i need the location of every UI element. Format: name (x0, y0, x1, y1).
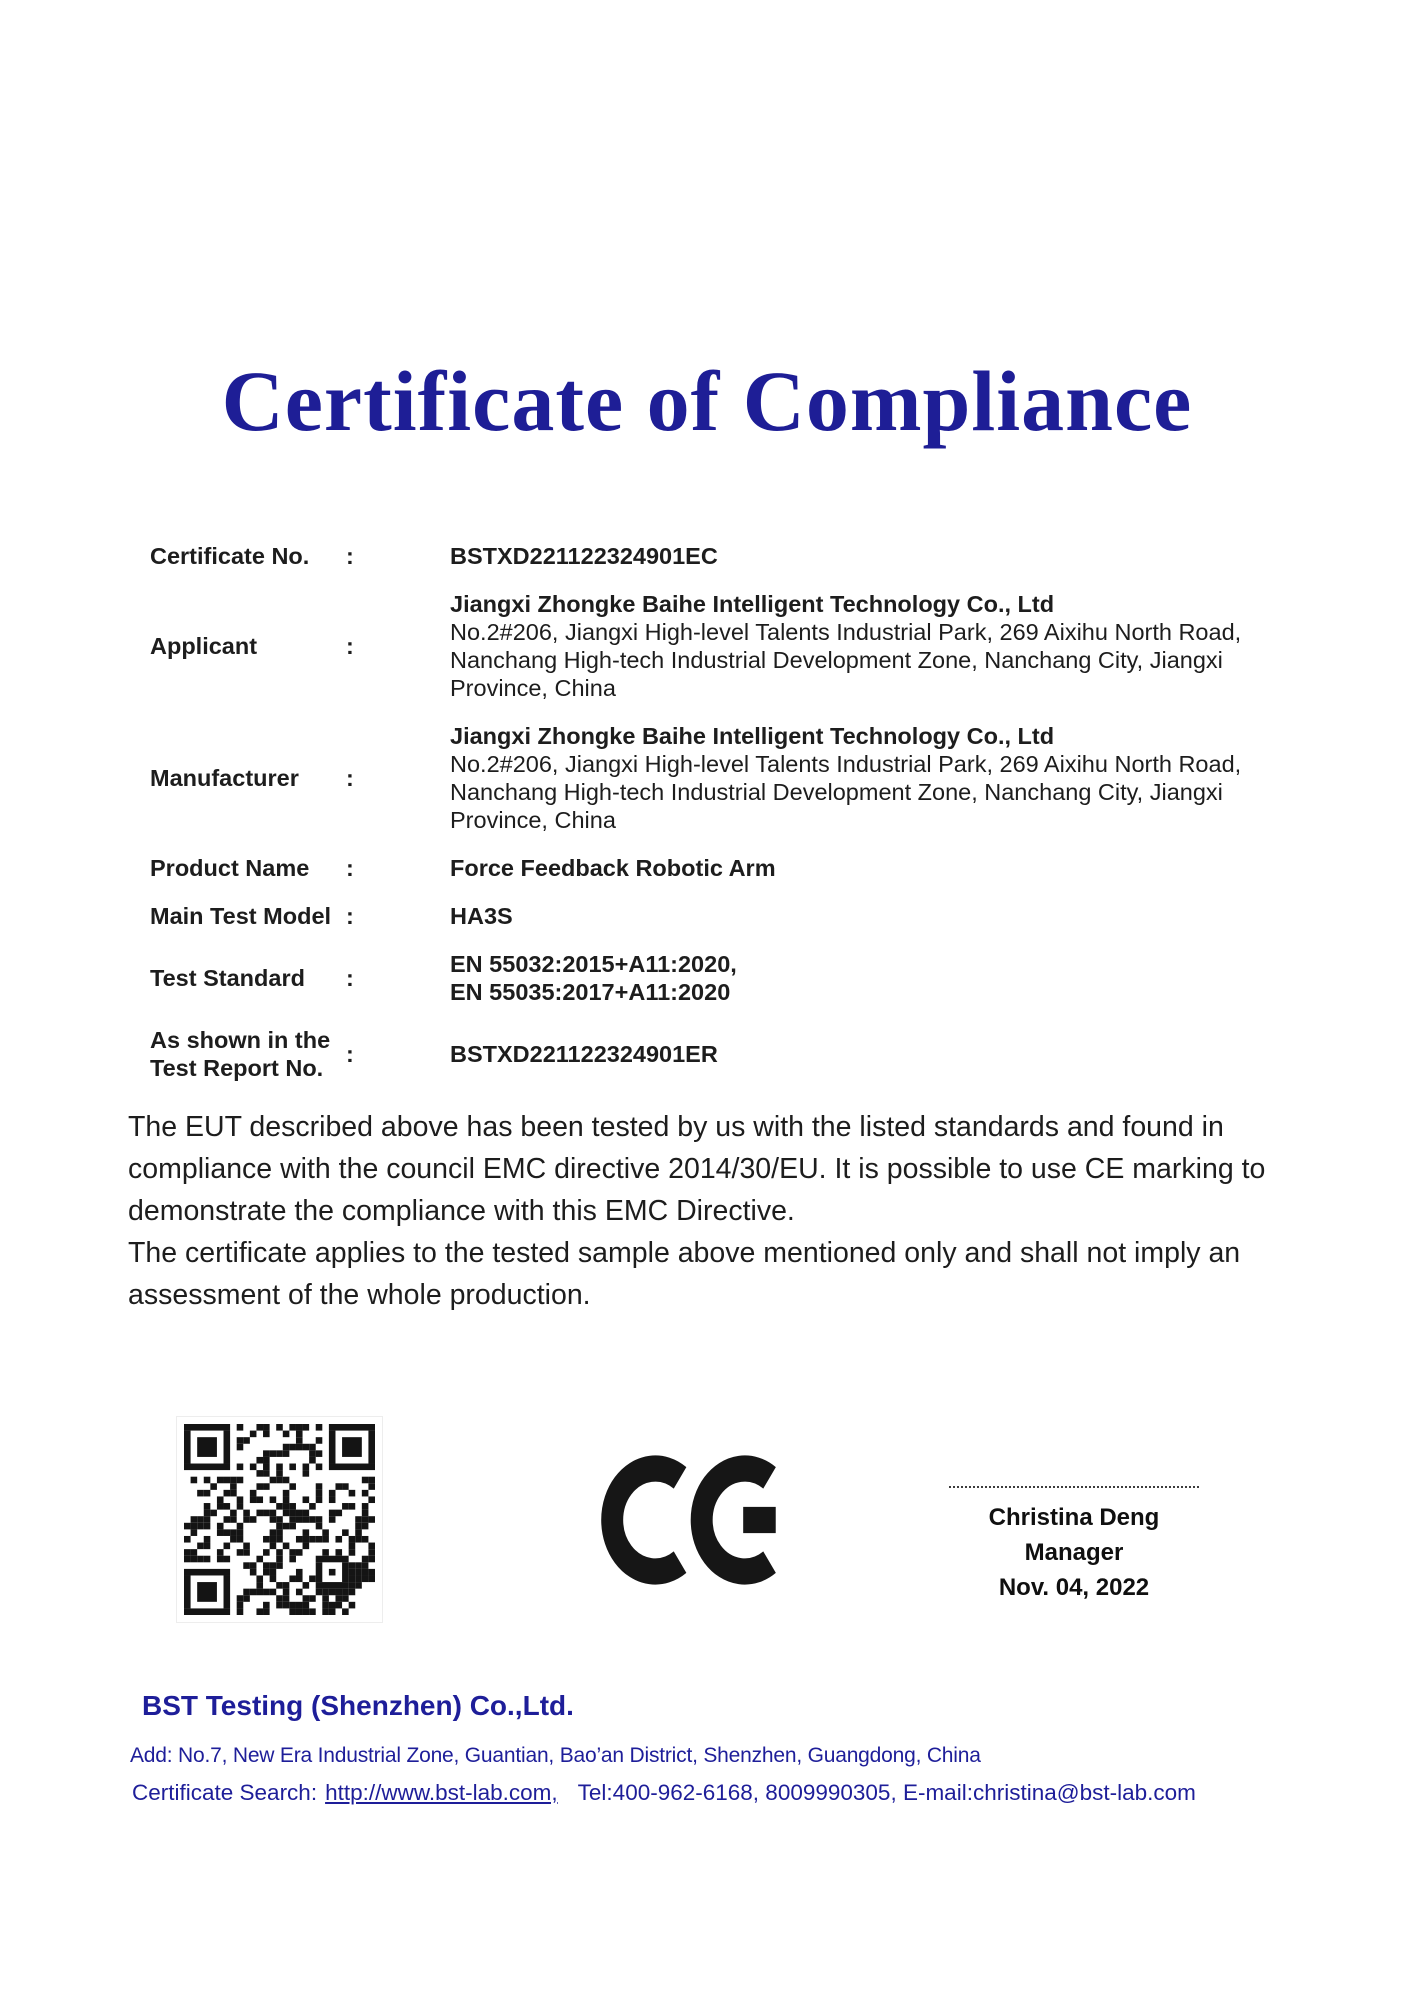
field-colon: : (346, 855, 354, 881)
manufacturer-label: Manufacturer (150, 765, 299, 791)
test-standard-line1: EN 55032:2015+A11:2020, (450, 951, 737, 977)
field-colon: : (346, 765, 354, 791)
certificate-number: BSTXD221122324901EC (450, 543, 718, 569)
signature-date: Nov. 04, 2022 (998, 1574, 1150, 1601)
signer-name: Christina Deng (988, 1504, 1160, 1531)
applicant-address: No.2#206, Jiangxi High-level Talents Industrial Park, 269 Aixihu North Road, Nanchang High-tech Industrial Development Zone, Nanchang City, Jiangxi Province, China (450, 619, 1242, 701)
lab-contact: Tel:400-962-6168, 8009990305, E-mail:christina@bst-lab.com (577, 1780, 1196, 1805)
applicant-company: Jiangxi Zhongke Baihe Intelligent Technology Co., Ltd (450, 591, 1055, 617)
applicant-value (450, 590, 1274, 702)
test-standard-value (450, 950, 1274, 1006)
statement-paragraph-2: The certificate applies to the tested sample above mentioned only and shall not imply an assessment of the whole production. (128, 1237, 1241, 1311)
applicant-label: Applicant (150, 633, 258, 659)
field-colon: : (346, 543, 354, 569)
manufacturer-company: Jiangxi Zhongke Baihe Intelligent Technology Co., Ltd (450, 723, 1055, 749)
row-test-report (150, 1026, 1274, 1082)
manufacturer-value (450, 722, 1274, 834)
product-name-value: Force Feedback Robotic Arm (450, 855, 776, 881)
field-colon: : (346, 1041, 354, 1067)
product-name-label: Product Name (150, 855, 310, 881)
signature-block (945, 1486, 1203, 1605)
test-report-label-line1: As shown in the (150, 1027, 331, 1053)
row-applicant (150, 590, 1274, 702)
signature-line (949, 1486, 1199, 1488)
field-colon: : (346, 903, 354, 929)
field-colon: : (346, 965, 354, 991)
row-product-name (150, 854, 1274, 882)
test-report-label (150, 1026, 346, 1082)
test-report-label-line2: Test Report No. (150, 1055, 324, 1081)
row-manufacturer (150, 722, 1274, 834)
row-main-test-model (150, 902, 1274, 930)
test-report-number: BSTXD221122324901ER (450, 1041, 718, 1067)
compliance-statement (128, 1106, 1313, 1316)
qr-code-icon (176, 1416, 383, 1623)
page-title: Certificate of Compliance (221, 353, 1193, 449)
main-test-model-label: Main Test Model (150, 903, 332, 929)
statement-paragraph-1: The EUT described above has been tested by us with the listed standards and found in compliance with the council EMC directive 2014/30/EU. It is possible to use CE marking to demonstrate the compliance with this EMC Directive. (128, 1111, 1266, 1227)
certificate-no-label: Certificate No. (150, 543, 310, 569)
certificate-search-line (132, 1780, 1196, 1806)
certificate-search-label: Certificate Search: (132, 1780, 318, 1805)
certificate-search-link[interactable]: http://www.bst-lab.com, (325, 1780, 558, 1805)
manufacturer-address: No.2#206, Jiangxi High-level Talents Industrial Park, 269 Aixihu North Road, Nanchang High-tech Industrial Development Zone, Nanchang City, Jiangxi Province, China (450, 751, 1242, 833)
main-test-model-value: HA3S (450, 903, 513, 929)
test-standard-label: Test Standard (150, 965, 305, 991)
certificate-info-table (150, 542, 1274, 1102)
lab-name: BST Testing (Shenzhen) Co.,Ltd. (142, 1690, 574, 1721)
row-test-standard (150, 950, 1274, 1006)
row-certificate-no (150, 542, 1274, 570)
field-colon: : (346, 633, 354, 659)
test-standard-line2: EN 55035:2017+A11:2020 (450, 979, 731, 1005)
lab-address: Add: No.7, New Era Industrial Zone, Guantian, Bao’an District, Shenzhen, Guangdong, China (130, 1744, 981, 1767)
ce-mark-icon (600, 1452, 792, 1588)
signer-role: Manager (1024, 1539, 1124, 1566)
